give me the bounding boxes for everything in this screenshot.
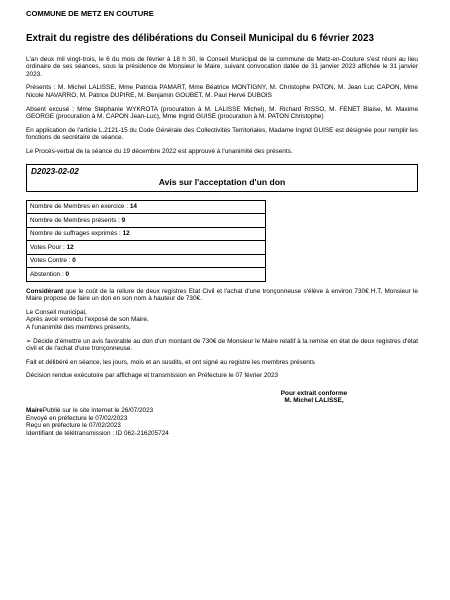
deliberation-document	[26, 10, 418, 437]
absents-paragraph: Absent excusé : Mme Stéphanie WYKROTA (procuration à M. LALISSE Michel), M. Richard RISSO, M. FENET Blaise, M. Maxime GEORGE (procuration à M. CAPON Jean-Luc), Mme Ingrid GUISE (procuration à M. PATON Christophe)	[26, 105, 418, 121]
vote-value: 9	[121, 216, 126, 224]
vote-row	[27, 227, 266, 241]
votes-table	[26, 200, 266, 282]
vote-value: 0	[72, 257, 76, 265]
footer-block	[26, 407, 418, 437]
vote-label: Votes Contre :	[30, 257, 71, 265]
vote-row	[27, 241, 266, 255]
deliberation-box	[26, 164, 418, 192]
vote-label: Nombre de Membres en exercice :	[30, 203, 129, 211]
footer-sent: Envoyé en préfecture le 07/02/2023	[26, 414, 128, 422]
vote-label: Nombre de suffrages exprimés :	[30, 230, 121, 238]
deliberation-code: D2023-02-02	[31, 166, 79, 176]
considerant-paragraph	[26, 288, 418, 303]
footer-maire: Maire	[26, 407, 43, 415]
secretary-paragraph: En application de l'article L.2121-15 du Code Générale des Collectivités Territoriales, Madame Ingrid GUISE est désignée pour remplir les fonctions de secrétaire de séance.	[26, 126, 418, 142]
vote-label: Votes Pour :	[30, 243, 65, 251]
vote-label: Abstention :	[30, 270, 64, 278]
vote-row	[27, 200, 266, 214]
signature-block	[254, 390, 374, 405]
vote-value: 14	[129, 203, 137, 211]
pv-paragraph: Le Procès-verbal de la séance du 19 décembre 2022 est approuvé à l'unanimité des présents.	[26, 147, 293, 155]
council-block	[26, 309, 418, 332]
deliberation-title: Avis sur l'acceptation d'un don	[158, 176, 286, 187]
considerant-lead: Considérant	[26, 287, 64, 295]
signature-line-1: Pour extrait conforme	[280, 389, 348, 397]
vote-value: 12	[66, 243, 74, 251]
vote-row	[27, 268, 266, 282]
vote-row	[27, 214, 266, 228]
council-line-2: Après avoir entendu l'exposé de son Maire,	[26, 316, 149, 324]
council-line-1: Le Conseil municipal,	[26, 308, 87, 316]
commune-header: COMMUNE DE METZ EN COUTURE	[26, 9, 154, 18]
vote-row	[27, 254, 266, 268]
intro-paragraph: L'an deux mil vingt-trois, le 6 du mois de février à 18 h 30, le Conseil Municipal de la commune de Metz-en-Couture s'est réuni au lieu ordinaire de ses séances, sous la présidence de Monsieur le Maire, suivant convocation datée de 31 janvier 2023 affichée le 31 janvier 2023.	[26, 55, 418, 78]
vote-label: Nombre de Membres présents :	[30, 216, 120, 224]
footer-published: Publié sur le site internet le 26/07/2023	[42, 407, 154, 415]
council-line-3: A l'unanimité des membres présents,	[26, 323, 131, 331]
vote-value: 12	[122, 230, 130, 238]
closing-paragraph-2: Décision rendue exécutoire par affichage et transmission en Préfecture le 07 février 2023	[26, 372, 279, 380]
document-title: Extrait du registre des délibérations du Conseil Municipal du 6 février 2023	[26, 32, 374, 44]
vote-value: 0	[65, 270, 70, 278]
decision-paragraph: ➢ Décide d'émettre un avis favorable au don d'un montant de 730€ de Monsieur le Maire relatif à la remise en état de deux registres d'état civil et de l'achat d'une tronçonneuse.	[26, 337, 418, 353]
closing-paragraph-1: Fait et délibéré en séance, les jours, mois et an susdits, et ont signé au registre les membres présents	[26, 358, 315, 366]
signature-line-2: M. Michel LALISSE,	[284, 397, 344, 405]
considerant-text: que le coût de la reliure de deux registres Etat Civil et l'achat d'une tronçonneuse s'élève à environ 730€ H.T, Monsieur le Maire propose de faire un don en son nom à hauteur de 730€.	[26, 287, 418, 303]
footer-identifier: Identifiant de télétransmission : ID 062-216205724	[26, 429, 169, 437]
presents-paragraph: Présents : M. Michel LALISSE, Mme Patricia PAMART, Mme Béatrice MONTIGNY, M. Christophe PATON, M. Jean Luc CAPON, Mme Nicole NAVARRO, M. Patrice DUPIRE, M. Benjamin GOUBET, M. Paul Hervé DUBOIS	[26, 84, 418, 99]
footer-received: Reçu en préfecture le 07/02/2023	[26, 422, 121, 430]
